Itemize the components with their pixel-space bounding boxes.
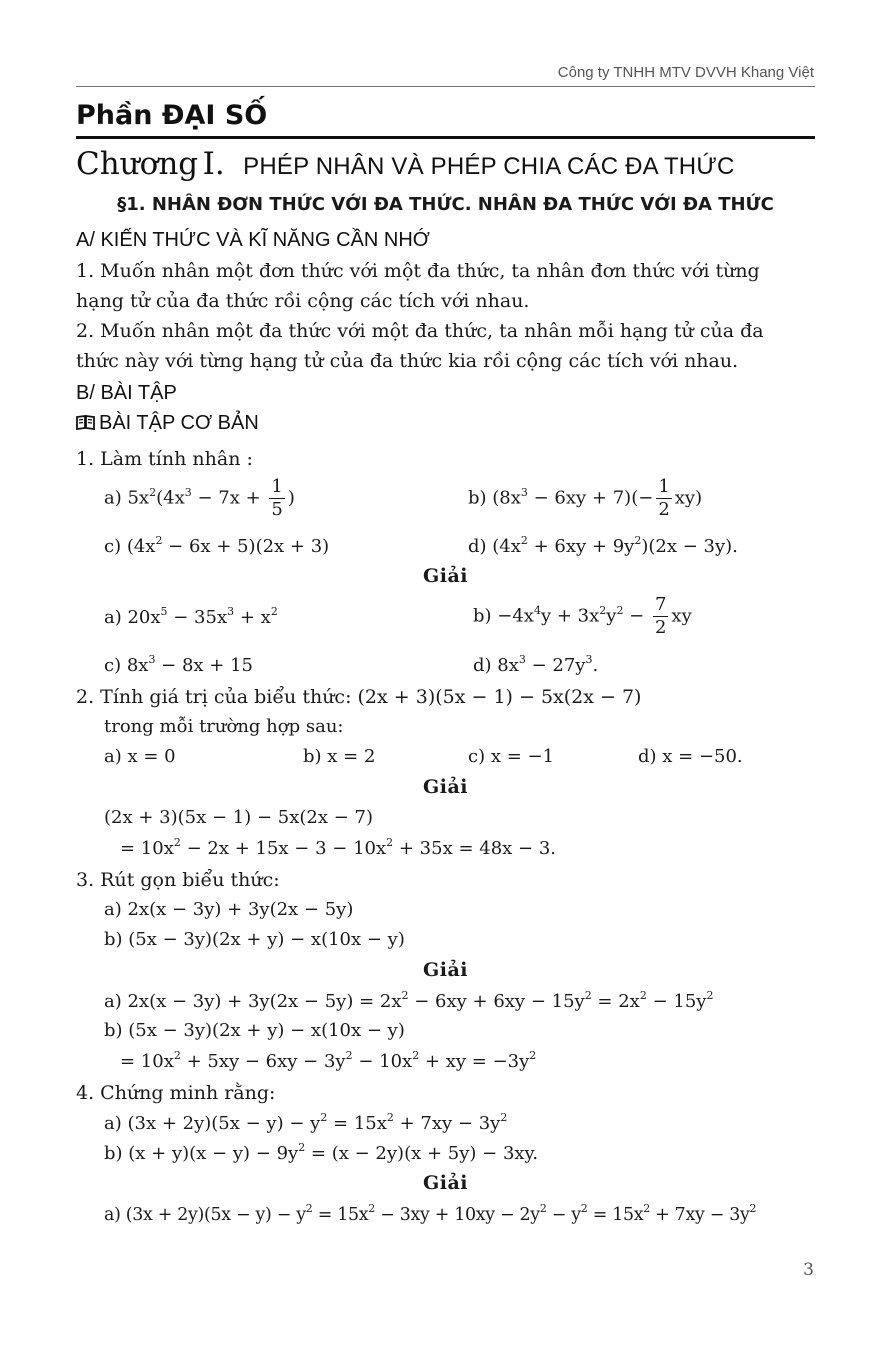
ex3-solution-label: Giải xyxy=(423,959,468,981)
book-icon xyxy=(76,415,95,430)
ex1-solution-b: $b) -4x^4y + 3x^2y^2$ − $\frac{7}{2}$ xy xyxy=(473,594,692,638)
fraction: $\frac{1}{5}$ xyxy=(271,476,283,520)
rule1-line1: 1. Muốn nhân một đơn thức với một đa thức, ta nhân đơn thức với từng xyxy=(76,260,760,282)
ex1-solution-d: d) $8x^3 - 27y^3$. xyxy=(473,653,599,676)
part-rule xyxy=(76,136,815,139)
chapter-title: PHÉP NHÂN VÀ PHÉP CHIA CÁC ĐA THỨC xyxy=(243,153,735,180)
exercises-heading: B/ BÀI TẬP xyxy=(76,382,177,404)
ex1-solution-a: a) $20x^5 - 35x^3 + x^2$ xyxy=(104,605,278,628)
fraction: $\frac{1}{2}$ xyxy=(658,476,670,520)
chapter-number: I. xyxy=(202,146,225,182)
header-rule xyxy=(76,86,815,87)
basic-exercises-label: BÀI TẬP CƠ BẢN xyxy=(99,412,259,434)
ex2-d: d) x = −50. xyxy=(638,746,743,767)
ex1-solution-c: c) $8x^3 - 8x + 15$ xyxy=(104,653,253,676)
part-title: Phần ĐẠI SỐ xyxy=(76,100,268,131)
ex3-solution-b1: b) (5x − 3y)(2x + y) − x(10x − y) xyxy=(104,1020,405,1041)
chapter-word: Chương xyxy=(76,146,199,182)
ex2-a: a) x = 0 xyxy=(104,746,176,767)
ex3-solution-b2: = $10x^2 + 5xy - 6xy - 3y^2 - 10x^2$ + xy = $-3y^2$ xyxy=(120,1049,537,1072)
section-title: §1. NHÂN ĐƠN THỨC VỚI ĐA THỨC. NHÂN ĐA THỨC VỚI ĐA THỨC xyxy=(117,194,774,215)
fraction: $\frac{7}{2}$ xyxy=(654,594,667,638)
ex1-a: a) $5x^2(4x^3 - 7x$ + $\frac{1}{5}$ ) xyxy=(104,476,295,520)
ex1-d: d) $(4x^2 + 6xy + 9y^2)(2x - 3y)$. xyxy=(468,534,738,557)
theory-heading: A/ KIẾN THỨC VÀ KĨ NĂNG CẦN NHỚ xyxy=(76,229,430,251)
rule1-line2: hạng tử của đa thức rồi cộng các tích với nhau. xyxy=(76,290,530,312)
ex2-c: c) x = −1 xyxy=(468,746,555,767)
ex3-b: b) (5x − 3y)(2x + y) − x(10x − y) xyxy=(104,929,405,950)
ex2-prompt: 2. Tính giá trị của biểu thức: (2x + 3)(5x − 1) − 5x(2x − 7) xyxy=(76,686,642,708)
ex3-solution-a: a) $2x(x - 3y) + 3y(2x - 5y) = 2x^2 - 6xy + 6xy - 15y^2 = 2x^2 - 15y^2$ xyxy=(104,989,714,1012)
ex2-solution-1: (2x + 3)(5x − 1) − 5x(2x − 7) xyxy=(104,807,374,828)
ex4-solution-a: a) $(3x + 2y)(5x - y) - y^2 = 15x^2 - 3xy + 10xy - 2y^2 - y^2 = 15x^2 + 7xy - 3y^2$ xyxy=(104,1202,757,1225)
ex4-solution-label: Giải xyxy=(423,1172,468,1194)
ex4-a: a) $(3x + 2y)(5x - y) - y^2 = 15x^2 + 7xy - 3y^2$ xyxy=(104,1111,508,1134)
rule2-line2: thức này với từng hạng tử của đa thức kia rồi cộng các tích với nhau. xyxy=(76,350,739,372)
ex2-b: b) x = 2 xyxy=(303,746,376,767)
ex3-a: a) 2x(x − 3y) + 3y(2x − 5y) xyxy=(104,899,354,920)
ex1-prompt: 1. Làm tính nhân : xyxy=(76,448,253,470)
rule2-line1: 2. Muốn nhân một đa thức với một đa thức, ta nhân mỗi hạng tử của đa xyxy=(76,320,764,342)
running-header: Công ty TNHH MTV DVVH Khang Việt xyxy=(557,64,814,81)
basic-exercises-heading xyxy=(76,412,259,435)
ex1-solution-label: Giải xyxy=(423,565,468,587)
ex4-prompt: 4. Chứng minh rằng: xyxy=(76,1082,276,1104)
ex1-c: c) $(4x^2 - 6x + 5)(2x + 3)$ xyxy=(104,534,330,557)
ex4-b: b) $(x + y)(x - y) - 9y^2 = (x - 2y)(x + 5y) - 3xy$. xyxy=(104,1141,539,1164)
ex1-b: b) $(8x^3 - 6xy + 7)(-$ $\frac{1}{2}$ xy) xyxy=(468,476,703,520)
page-number: 3 xyxy=(803,1260,814,1280)
ex2-prompt-2: trong mỗi trường hợp sau: xyxy=(104,716,344,737)
chapter-heading xyxy=(76,146,735,182)
ex3-prompt: 3. Rút gọn biểu thức: xyxy=(76,869,280,891)
ex2-solution-2: = $10x^2 - 2x + 15x - 3 - 10x^2 + 35x = 48x - 3$. xyxy=(120,836,557,859)
ex2-solution-label: Giải xyxy=(423,776,468,798)
